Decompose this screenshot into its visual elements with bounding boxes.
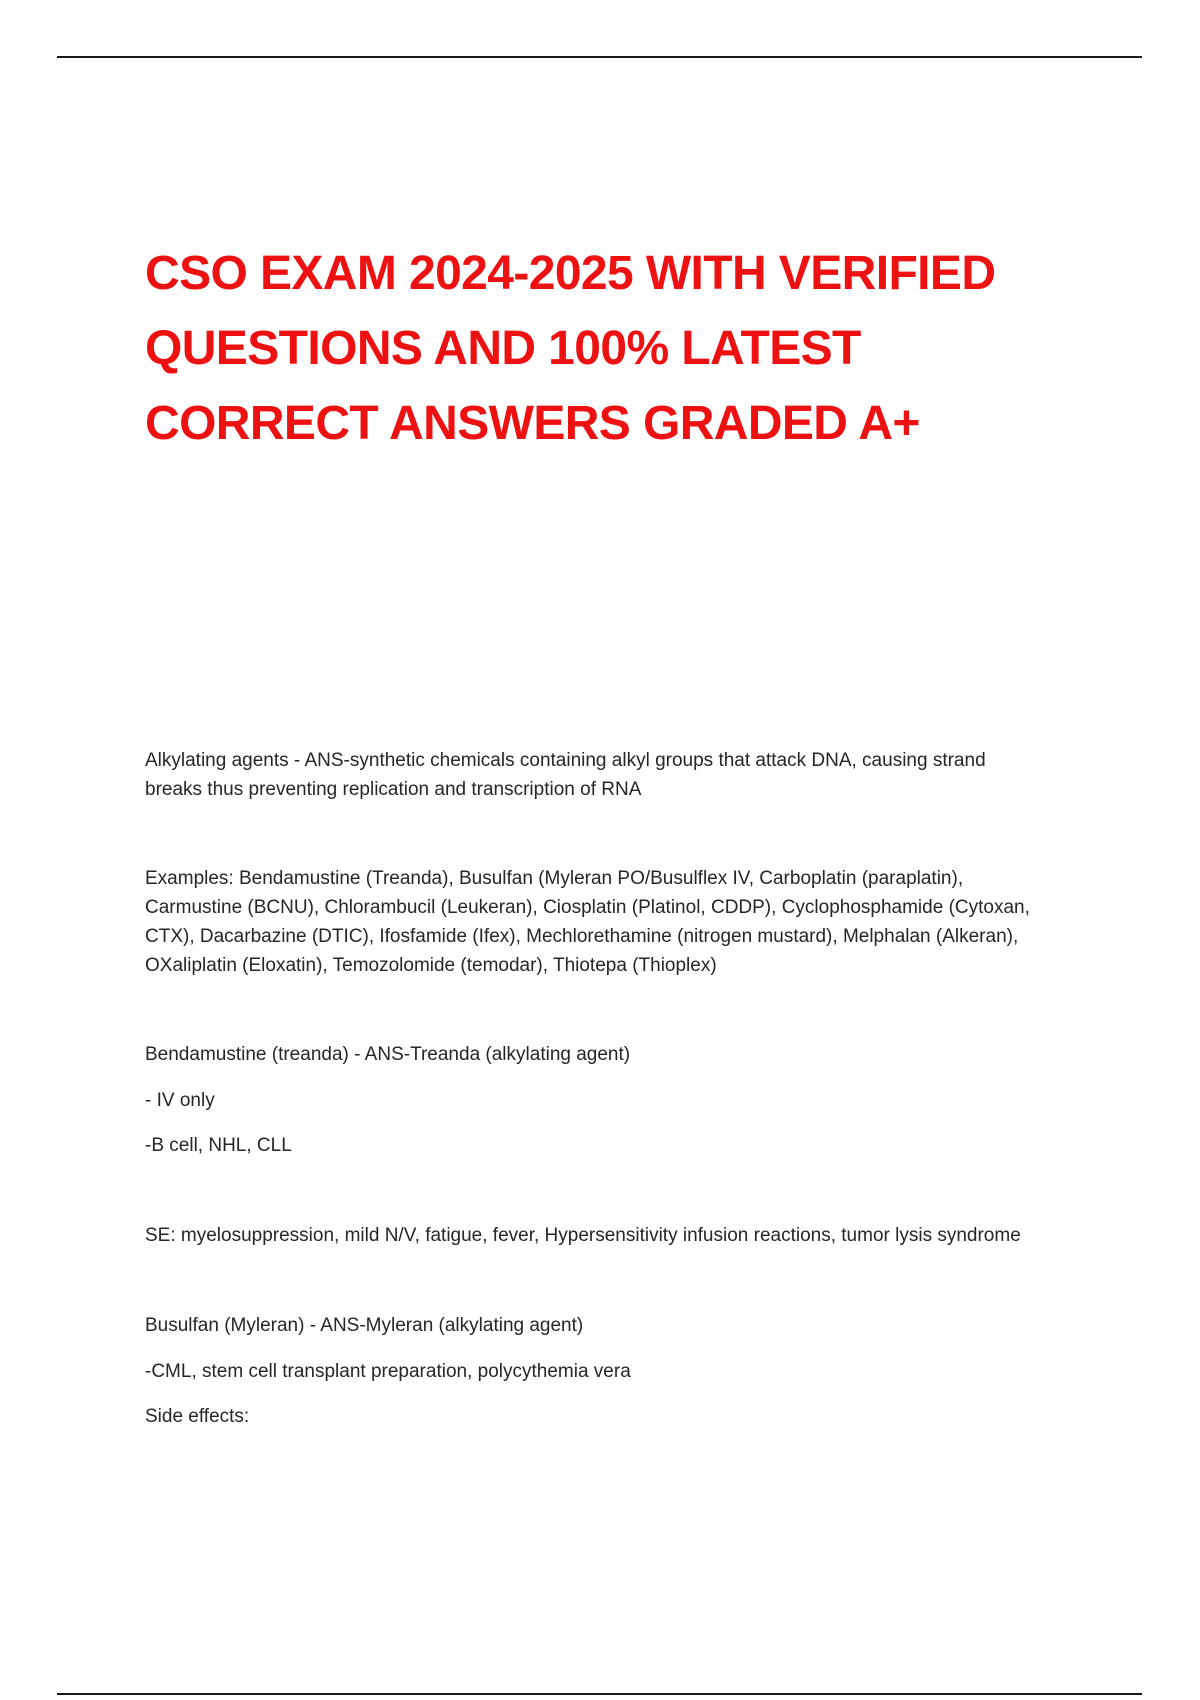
bendamustine-se: SE: myelosuppression, mild N/V, fatigue, fever, Hypersensitivity infusion reactions, tumor lysis syndrome: [145, 1225, 1021, 1246]
entry-bendamustine: [145, 1040, 1105, 1160]
busulfan-side-effects-label: Side effects:: [145, 1406, 250, 1427]
examples-line-2: Carmustine (BCNU), Chlorambucil (Leukeran), Ciosplatin (Platinol, CDDP), Cyclophosphamide (Cytoxan,: [145, 897, 1030, 918]
title-line-1: CSO EXAM 2024-2025 WITH VERIFIED: [145, 247, 996, 300]
title-line-2: QUESTIONS AND 100% LATEST: [145, 322, 861, 375]
entry-examples: [145, 864, 1105, 980]
entry-bendamustine-side-effects: [145, 1221, 1105, 1250]
alkylating-line-2: breaks thus preventing replication and transcription of RNA: [145, 779, 642, 800]
alkylating-line-1: Alkylating agents - ANS-synthetic chemicals containing alkyl groups that attack DNA, causing strand: [145, 750, 986, 771]
document-body: [145, 746, 1105, 1431]
bendamustine-indications: -B cell, NHL, CLL: [145, 1135, 292, 1156]
document-title: [145, 236, 1095, 461]
busulfan-indications: -CML, stem cell transplant preparation, polycythemia vera: [145, 1361, 631, 1382]
bottom-rule: [57, 1693, 1142, 1695]
busulfan-heading: Busulfan (Myleran) - ANS-Myleran (alkylating agent): [145, 1315, 584, 1336]
top-rule: [57, 56, 1142, 58]
examples-line-1: Examples: Bendamustine (Treanda), Busulfan (Myleran PO/Busulflex IV, Carboplatin (paraplatin),: [145, 868, 964, 889]
examples-line-4: OXaliplatin (Eloxatin), Temozolomide (temodar), Thiotepa (Thioplex): [145, 955, 717, 976]
bendamustine-heading: Bendamustine (treanda) - ANS-Treanda (alkylating agent): [145, 1044, 631, 1065]
examples-line-3: CTX), Dacarbazine (DTIC), Ifosfamide (Ifex), Mechlorethamine (nitrogen mustard), Melphalan (Alkeran),: [145, 926, 1019, 947]
entry-busulfan: [145, 1311, 1105, 1431]
entry-alkylating-agents: [145, 746, 1105, 804]
title-line-3: CORRECT ANSWERS GRADED A+: [145, 397, 920, 450]
bendamustine-route: - IV only: [145, 1090, 215, 1111]
